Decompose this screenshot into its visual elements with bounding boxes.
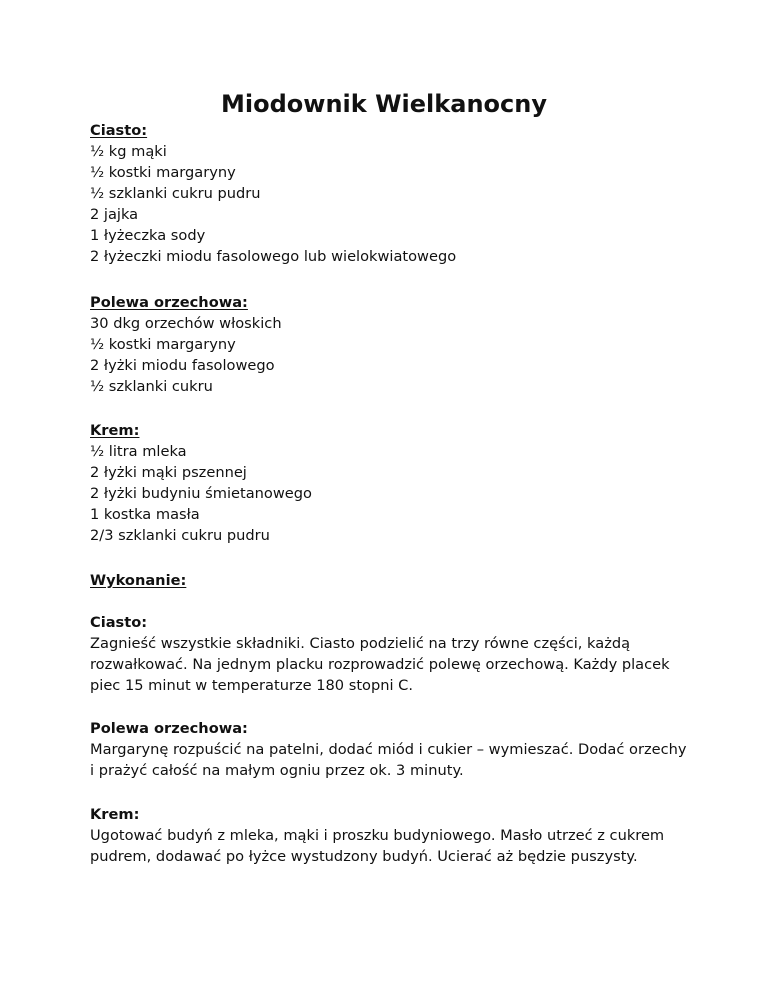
step-text: Ugotować budyń z mleka, mąki i proszku budyniowego. Masło utrzeć z cukrem pudrem, dodawać po łyżce wystudzony budyń. Ucierać aż będzie puszysty.	[90, 827, 665, 865]
step-text: Margarynę rozpuścić na patelni, dodać miód i cukier – wymieszać. Dodać orzechy i prażyć całość na małym ogniu przez ok. 3 minuty.	[90, 741, 687, 779]
ciasto-ingredients-section	[90, 120, 690, 267]
ingredient-item: 2 łyżki mąki pszennej	[90, 464, 247, 481]
step-heading: Krem:	[90, 806, 140, 823]
ingredient-item: ½ kostki margaryny	[90, 164, 236, 181]
ingredient-item: ½ szklanki cukru pudru	[90, 185, 261, 202]
wykonanie-heading: Wykonanie:	[90, 572, 187, 589]
ingredient-item: ½ litra mleka	[90, 443, 187, 460]
polewa-ingredients-section	[90, 292, 690, 397]
step-ciasto	[90, 612, 690, 696]
ingredient-item: 2 łyżki budyniu śmietanowego	[90, 485, 312, 502]
ingredient-item: ½ kostki margaryny	[90, 336, 236, 353]
ingredient-item: 2/3 szklanki cukru pudru	[90, 527, 270, 544]
ingredient-item: ½ szklanki cukru	[90, 378, 213, 395]
ingredient-item: 1 łyżeczka sody	[90, 227, 206, 244]
page-title: Miodownik Wielkanocny	[221, 90, 547, 118]
polewa-heading: Polewa orzechowa:	[90, 294, 248, 311]
ingredient-item: 30 dkg orzechów włoskich	[90, 315, 282, 332]
ingredient-item: ½ kg mąki	[90, 143, 167, 160]
step-text: Zagnieść wszystkie składniki. Ciasto podzielić na trzy równe części, każdą rozwałkować. Na jednym placku rozprowadzić polewę orzechową. Każdy placek piec 15 minut w temperaturze 180 stopni C.	[90, 635, 670, 694]
wykonanie-section	[90, 570, 690, 591]
ingredient-item: 1 kostka masła	[90, 506, 200, 523]
step-heading: Polewa orzechowa:	[90, 720, 248, 737]
krem-ingredients-section	[90, 420, 690, 546]
ingredient-item: 2 jajka	[90, 206, 139, 223]
step-heading: Ciasto:	[90, 614, 148, 631]
ciasto-heading: Ciasto:	[90, 122, 148, 139]
krem-heading: Krem:	[90, 422, 140, 439]
step-polewa	[90, 718, 690, 781]
ingredient-item: 2 łyżeczki miodu fasolowego lub wielokwiatowego	[90, 248, 457, 265]
ingredient-item: 2 łyżki miodu fasolowego	[90, 357, 275, 374]
step-krem	[90, 804, 690, 867]
